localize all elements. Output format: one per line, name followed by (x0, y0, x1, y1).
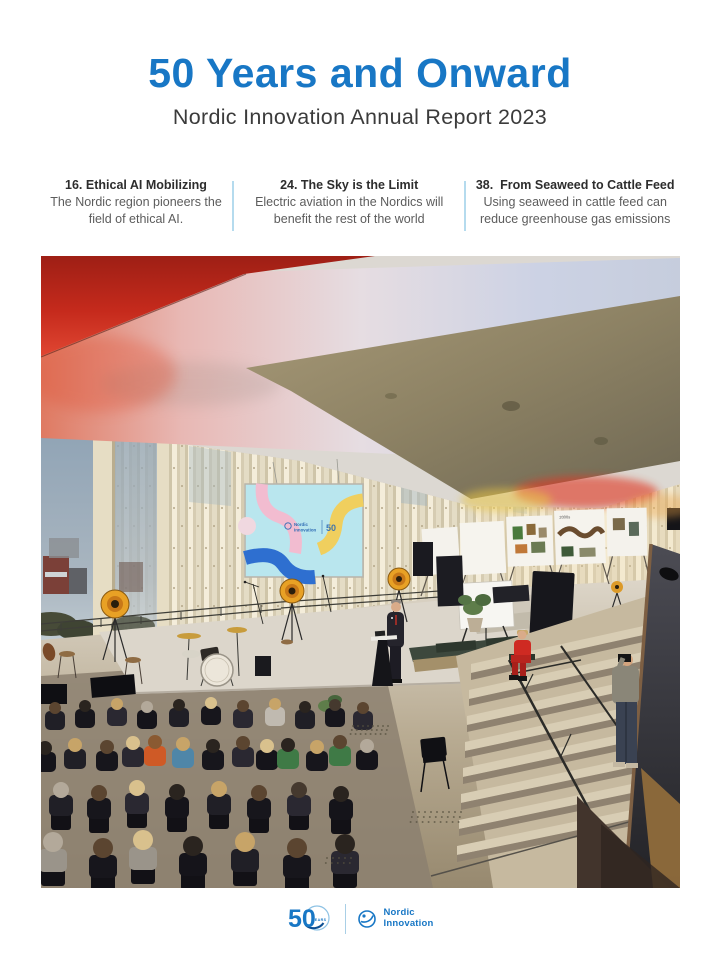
teaser-body: Using seaweed in cattle feed can reduce greenhouse gas emissions (479, 195, 671, 226)
poster-2000s (554, 509, 606, 565)
page-title: 50 Years and Onward (148, 50, 572, 96)
teaser-heading: 24. The Sky is the Limit (280, 178, 419, 192)
svg-text:50: 50 (288, 905, 317, 933)
svg-text:50: 50 (326, 523, 337, 533)
nordic-innovation-globe-icon (357, 909, 377, 929)
page-subtitle: Nordic Innovation Annual Report 2023 (172, 105, 548, 129)
footer-divider (345, 904, 346, 934)
teaser-row (40, 178, 680, 231)
svg-text:Innovation: Innovation (294, 527, 317, 533)
event-photo (41, 256, 680, 888)
teaser-sky-limit (234, 178, 464, 227)
svg-text:2000s: 2000s (559, 514, 571, 520)
svg-text:YEARS: YEARS (312, 918, 327, 922)
svg-text:Nordic: Nordic (294, 522, 308, 527)
teaser-heading: 16. Ethical AI Mobilizing (65, 178, 207, 192)
teaser-ethical-ai (40, 178, 232, 227)
teaser-heading: 38. From Seaweed to Cattle Feed (475, 178, 675, 192)
50-years-logo (286, 901, 334, 937)
teaser-body: The Nordic region pioneers the field of ethical AI. (50, 195, 222, 226)
teaser-seaweed (466, 178, 684, 227)
photographer (612, 654, 639, 768)
event-photo-illustration (41, 256, 680, 888)
teaser-body: Electric aviation in the Nordics will benefit the rest of the world (255, 195, 444, 226)
footer-brand (0, 897, 720, 941)
footer-brand-text: Nordic Innovation (383, 907, 434, 929)
